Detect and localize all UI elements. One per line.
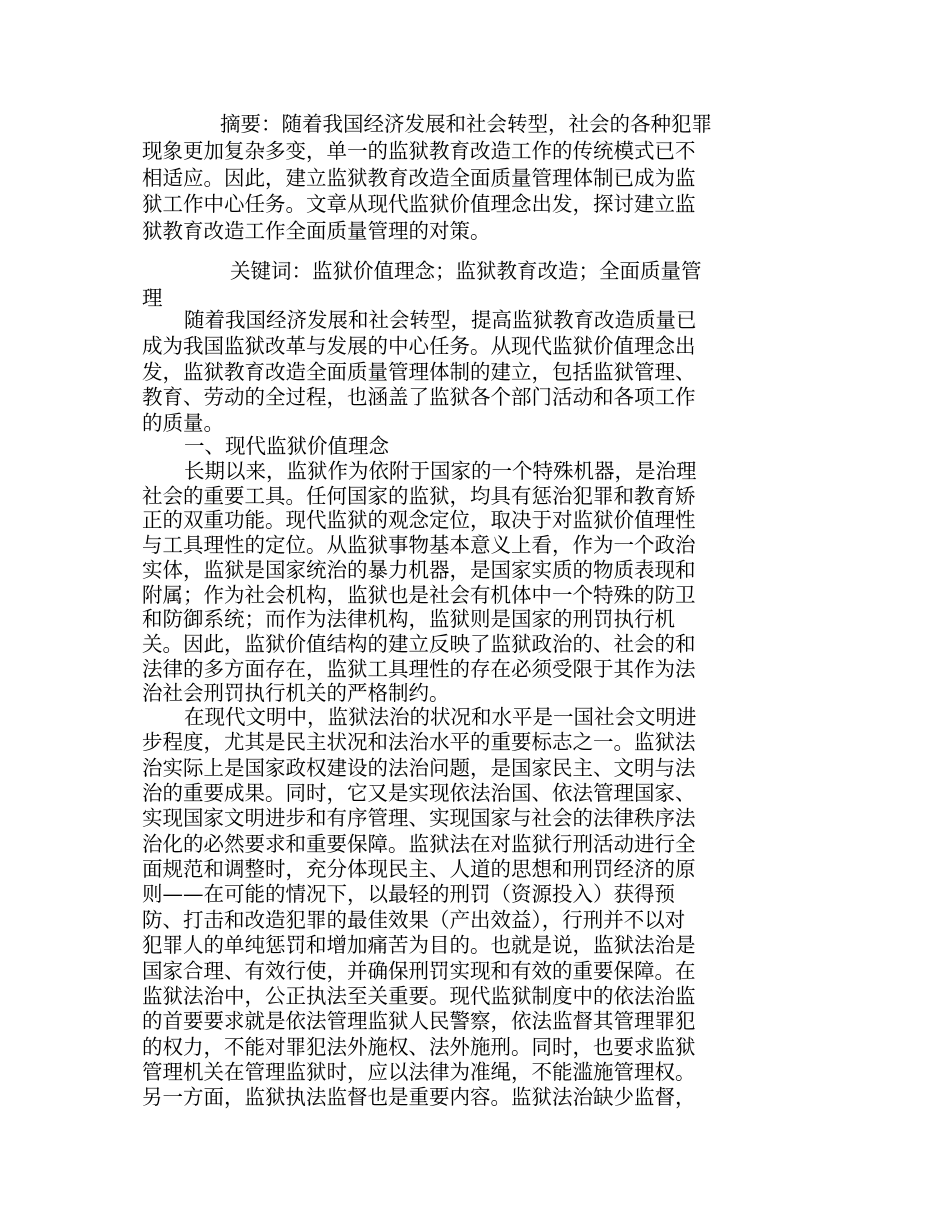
abstract-line: 狱教育改造工作全面质量管理的对策。 [142, 219, 491, 243]
para2-line: 犯罪人的单纯惩罚和增加痛苦为目的。也就是说，监狱法治是 [142, 933, 696, 957]
para2-line: 则——在可能的情况下，以最轻的刑罚（资源投入）获得预 [142, 882, 675, 906]
para2-line: 治化的必然要求和重要保障。监狱法在对监狱行刑活动进行全 [142, 832, 696, 856]
para2-line: 面规范和调整时，充分体现民主、人道的思想和刑罚经济的原 [142, 857, 696, 881]
intro-line: 发，监狱教育改造全面质量管理体制的建立，包括监狱管理、 [142, 360, 696, 384]
para1-line: 实体，监狱是国家统治的暴力机器，是国家实质的物质表现和 [142, 558, 696, 582]
para1-line: 和防御系统；而作为法律机构，监狱则是国家的刑罚执行机 [142, 607, 675, 631]
para1-line: 关。因此，监狱价值结构的建立反映了监狱政治的、社会的和 [142, 632, 696, 656]
para1-line: 与工具理性的定位。从监狱事物基本意义上看，作为一个政治 [142, 533, 696, 557]
para1-line: 长期以来，监狱作为依附于国家的一个特殊机器，是治理 [184, 459, 697, 483]
para2-line: 的权力，不能对罪犯法外施权、法外施刑。同时，也要求监狱 [142, 1035, 696, 1059]
para2-line: 的首要要求就是依法管理监狱人民警察，依法监督其管理罪犯 [142, 1009, 696, 1033]
intro-line: 成为我国监狱改革与发展的中心任务。从现代监狱价值理念出 [142, 334, 696, 358]
para2-line: 治的重要成果。同时，它又是实现依法治国、依法管理国家、 [142, 781, 696, 805]
para2-line: 管理机关在管理监狱时，应以法律为准绳，不能滥施管理权。 [142, 1060, 696, 1084]
para2-line: 另一方面，监狱执法监督也是重要内容。监狱法治缺少监督， [142, 1085, 696, 1109]
para1-line: 正的双重功能。现代监狱的观念定位，取决于对监狱价值理性 [142, 508, 696, 532]
para1-line: 附属；作为社会机构，监狱也是社会有机体中一个特殊的防卫 [142, 583, 696, 607]
abstract-line: 现象更加复杂多变，单一的监狱教育改造工作的传统模式已不 [142, 139, 696, 163]
para2-line: 在现代文明中，监狱法治的状况和水平是一国社会文明进 [184, 705, 697, 729]
intro-line: 的质量。 [142, 411, 224, 435]
abstract-line: 摘要：随着我国经济发展和社会转型，社会的各种犯罪 [220, 112, 712, 136]
para2-line: 国家合理、有效行使，并确保刑罚实现和有效的重要保障。在 [142, 959, 696, 983]
keywords-line: 理 [142, 286, 163, 310]
intro-line: 教育、劳动的全过程，也涵盖了监狱各个部门活动和各项工作 [142, 385, 696, 409]
para2-line: 治实际上是国家政权建设的法治问题，是国家民主、文明与法 [142, 756, 696, 780]
para2-line: 防、打击和改造犯罪的最佳效果（产出效益），行刑并不以对 [142, 908, 686, 932]
section1-heading-line: 一、现代监狱价值理念 [184, 434, 389, 458]
intro-line: 随着我国经济发展和社会转型，提高监狱教育改造质量已 [184, 308, 697, 332]
para1-line: 治社会刑罚执行机关的严格制约。 [142, 681, 450, 705]
para1-line: 法律的多方面存在，监狱工具理性的存在必须受限于其作为法 [142, 657, 696, 681]
para2-line: 监狱法治中，公正执法至关重要。现代监狱制度中的依法治监 [142, 984, 696, 1008]
abstract-line: 狱工作中心任务。文章从现代监狱价值理念出发，探讨建立监 [142, 192, 696, 216]
abstract-line: 相适应。因此，建立监狱教育改造全面质量管理体制已成为监 [142, 166, 696, 190]
para2-line: 步程度，尤其是民主状况和法治水平的重要标志之一。监狱法 [142, 730, 696, 754]
para2-line: 实现国家文明进步和有序管理、实现国家与社会的法律秩序法 [142, 806, 696, 830]
keywords-line: 关键词：监狱价值理念；监狱教育改造；全面质量管 [230, 259, 702, 283]
para1-line: 社会的重要工具。任何国家的监狱，均具有惩治犯罪和教育矫 [142, 484, 696, 508]
